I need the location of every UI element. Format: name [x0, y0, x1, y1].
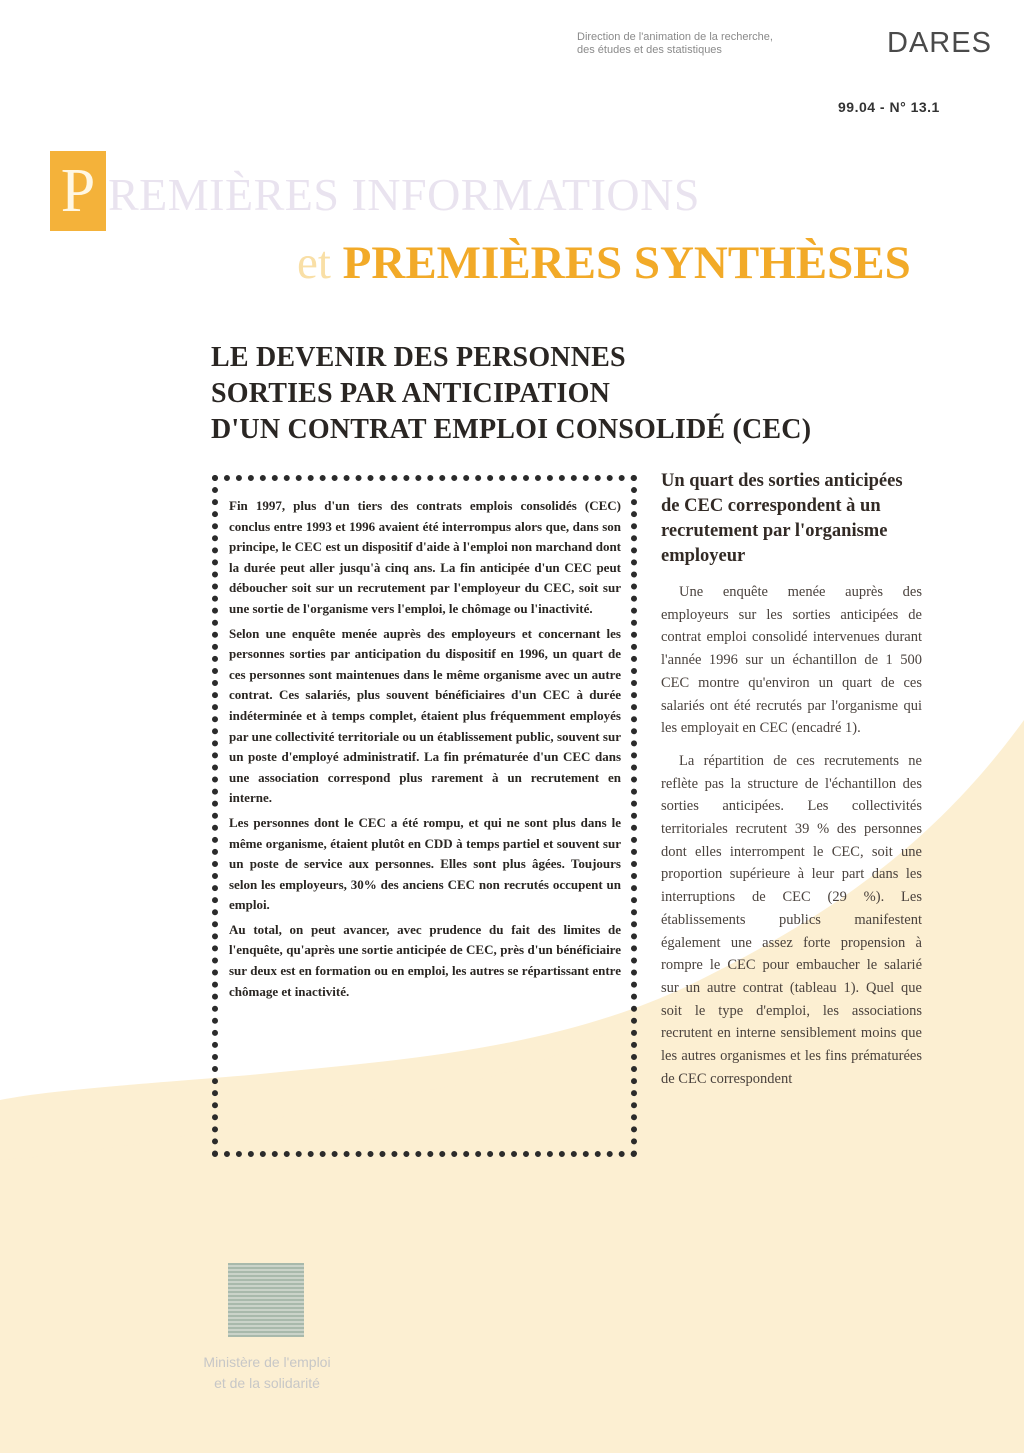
series-title-et: et	[297, 237, 331, 289]
agency-line-1: Direction de l'animation de la recherche,	[577, 31, 773, 43]
summary-paragraph: Selon une enquête menée auprès des employeurs et concernant les personnes sorties par anticipation du dispositif en 1996, un quart de ces personnes sont maintenues dans le même organisme avec un autre contrat. Ces salariés, plus souvent bénéficiaires d'un CEC à durée indéterminée et à temps complet, étaient plus fréquemment employés par une collectivité territoriale ou un établissement public, souvent sur un poste d'employé administratif. La fin prématurée d'un CEC dans une association correspond plus rarement à un recrutement en interne.	[229, 625, 621, 806]
title-line-1: LE DEVENIR DES PERSONNES	[211, 342, 626, 373]
summary-paragraph: Fin 1997, plus d'un tiers des contrats emplois consolidés (CEC) conclus entre 1993 et 1996 avaient été interrompus alors que, dans son principe, le CEC est un dispositif d'aide à l'emploi non marchand dont la durée peut aller jusqu'à cinq ans. La fin anticipée d'un CEC peut déboucher soit sur un recrutement par l'employeur du CEC, soit sur une sortie de l'organisme vers l'emploi, le chômage ou l'inactivité.	[229, 498, 621, 616]
ministry-line-2: et de la solidarité	[214, 1375, 320, 1391]
article-heading: Un quart des sorties anticipées de CEC correspondent à un recrutement par l'organisme employeur	[661, 471, 903, 566]
article-paragraph: Une enquête menée auprès des employeurs sur les sorties anticipées de contrat emploi consolidé intervenues durant l'année 1996 sur un échantillon de 1 500 CEC montre qu'environ un quart de ces salariés ont été recrutés par l'organisme qui les employait en CEC (encadré 1).	[661, 584, 922, 737]
article-column	[661, 469, 922, 1100]
series-initial-badge: P	[50, 151, 106, 231]
summary-box	[212, 475, 637, 1157]
article-paragraph: La répartition de ces recrutements ne reflète pas la structure de l'échantillon des sorties anticipées. Les collectivités territoriales recrutent 39 % des personnes dont elles interrompent le CEC, soit une proportion supérieure à leur part dans les interruptions de CEC (29 %). Les établissements publics manifestent également une assez forte propension à rompre le CEC pour embaucher le salarié sur un autre contrat (tableau 1). Quel que soit le type d'emploi, les associations recrutent en interne sensiblement moins que les autres organismes et les fins prématurées de CEC correspondent	[661, 752, 922, 1087]
title-line-2: SORTIES PAR ANTICIPATION	[211, 378, 611, 409]
dares-logo: DARES	[887, 27, 992, 59]
page-title	[211, 340, 811, 448]
agency-line-2: des études et des statistiques	[577, 44, 722, 56]
title-line-3: D'UN CONTRAT EMPLOI CONSOLIDÉ (CEC)	[211, 414, 812, 445]
agency-name	[577, 31, 773, 57]
ministry-logo	[228, 1263, 304, 1337]
series-title-line1: REMIÈRES INFORMATIONS	[108, 169, 700, 220]
issue-number: 99.04 - N° 13.1	[838, 99, 940, 115]
series-title-syntheses: PREMIÈRES SYNTHÈSES	[342, 237, 911, 289]
summary-paragraph: Au total, on peut avancer, avec prudence du fait des limites de l'enquête, qu'après une sortie anticipée de CEC, près d'un bénéficiaire sur deux est en formation ou en emploi, les autres se répartissant entre chômage et inactivité.	[229, 921, 621, 999]
summary-paragraph: Les personnes dont le CEC a été rompu, et qui ne sont plus dans le même organisme, étaient plutôt en CDD à temps partiel et souvent sur un poste de service aux personnes. Elles sont plus âgées. Toujours selon les employeurs, 30% des anciens CEC non recrutés occupent un emploi.	[229, 814, 621, 913]
ministry-line-1: Ministère de l'emploi	[203, 1354, 331, 1370]
ministry-name	[172, 1352, 362, 1394]
series-title-line2	[297, 236, 911, 290]
